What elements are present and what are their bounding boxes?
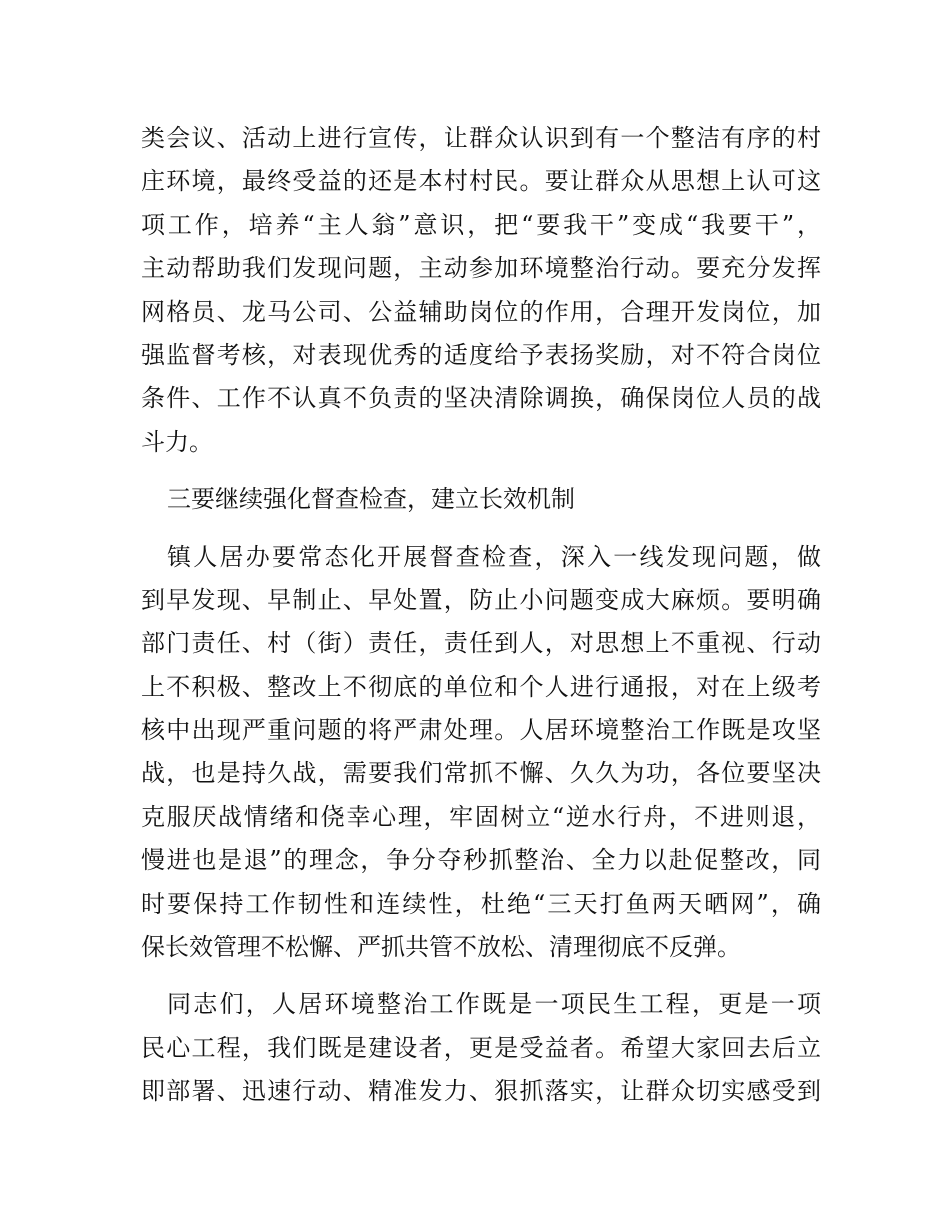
text-line: 时要保持工作韧性和连续性，杜绝“三天打鱼两天晒网”，确 bbox=[141, 889, 821, 918]
text-line: 类会议、活动上进行宣传，让群众认识到有一个整洁有序的村 bbox=[141, 124, 821, 152]
text-line: 部门责任、村（街）责任，责任到人，对思想上不重视、行动 bbox=[141, 629, 821, 658]
heading-text: 三要继续强化督查检查，建立长效机制 bbox=[167, 485, 575, 514]
text-line: 即部署、迅速行动、精准发力、狠抓落实，让群众切实感受到 bbox=[141, 1077, 821, 1106]
text-line: 上不积极、整改上不彻底的单位和个人进行通报，对在上级考 bbox=[141, 672, 821, 701]
text-line: 核中出现严重问题的将严肃处理。人居环境整治工作既是攻坚 bbox=[141, 716, 821, 745]
text-line: 保长效管理不松懈、严抓共管不放松、清理彻底不反弹。 bbox=[141, 933, 741, 962]
paragraph-gap bbox=[141, 464, 821, 478]
text-line: 克服厌战情绪和侥幸心理，牢固树立“逆水行舟，不进则退， bbox=[141, 802, 821, 831]
text-line: 庄环境，最终受益的还是本村村民。要让群众从思想上认可这 bbox=[141, 167, 821, 196]
text-line: 慢进也是退”的理念，争分夺秒抓整治、全力以赴促整改，同 bbox=[141, 846, 821, 875]
paragraph-publicity bbox=[141, 117, 821, 464]
section-heading bbox=[141, 478, 821, 521]
paragraph-closing bbox=[141, 983, 821, 1113]
text-line: 主动帮助我们发现问题，主动参加环境整治行动。要充分发挥 bbox=[141, 254, 821, 283]
paragraph-gap bbox=[141, 969, 821, 983]
text-line: 项工作，培养“主人翁”意识，把“要我干”变成“我要干”， bbox=[141, 210, 821, 239]
paragraph-inspection bbox=[141, 536, 821, 970]
text-line: 民心工程，我们既是建设者，更是受益者。希望大家回去后立 bbox=[141, 1033, 821, 1062]
document-body bbox=[141, 117, 821, 1114]
text-line: 同志们，人居环境整治工作既是一项民生工程，更是一项 bbox=[167, 990, 821, 1019]
text-line: 到早发现、早制止、早处置，防止小问题变成大麻烦。要明确 bbox=[141, 585, 821, 614]
text-line: 条件、工作不认真不负责的坚决清除调换，确保岗位人员的战 bbox=[141, 384, 821, 413]
paragraph-gap bbox=[141, 522, 821, 536]
text-line: 镇人居办要常态化开展督查检查，深入一线发现问题，做 bbox=[167, 542, 821, 571]
text-line: 战，也是持久战，需要我们常抓不懈、久久为功，各位要坚决 bbox=[141, 759, 821, 788]
text-line: 网格员、龙马公司、公益辅助岗位的作用，合理开发岗位，加 bbox=[141, 297, 821, 326]
text-line: 强监督考核，对表现优秀的适度给予表扬奖励，对不符合岗位 bbox=[141, 340, 821, 369]
text-line: 斗力。 bbox=[141, 427, 213, 456]
